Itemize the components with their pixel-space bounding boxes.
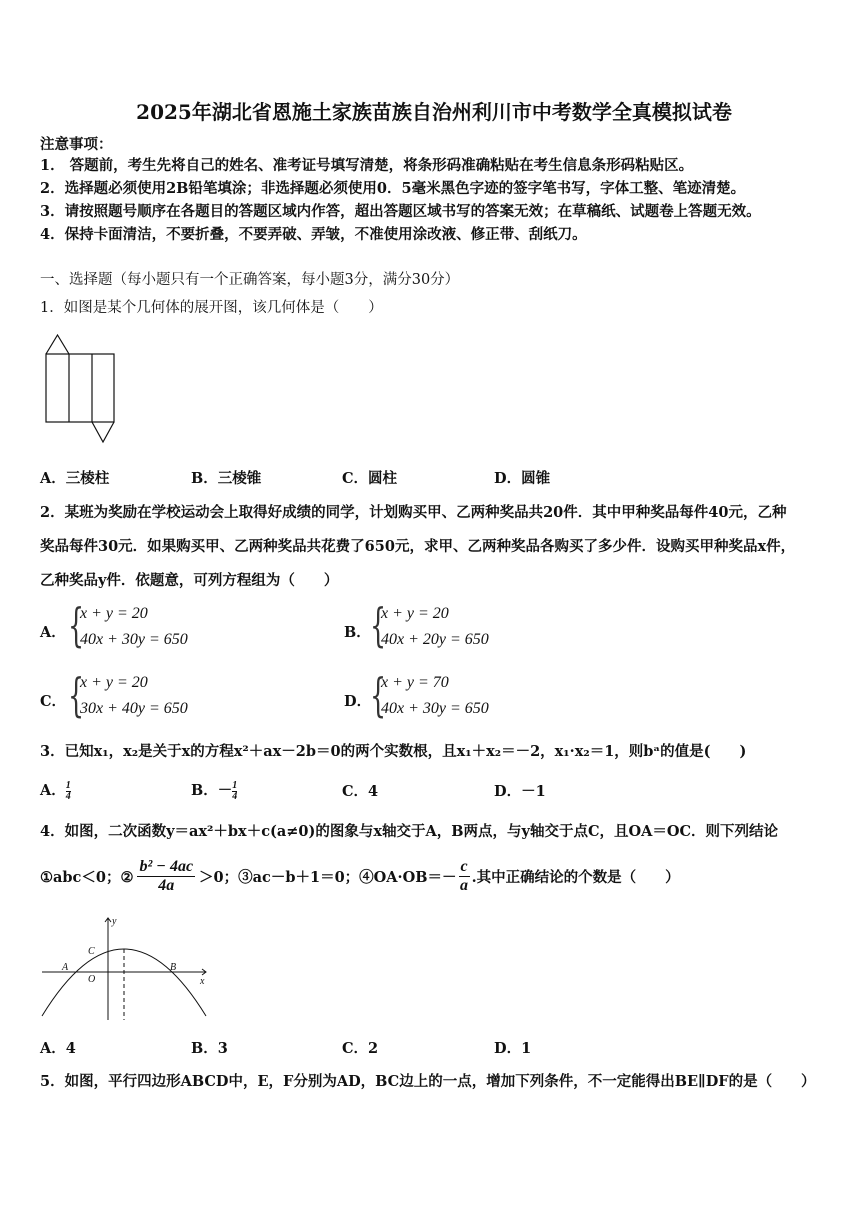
q3-option-a[interactable]	[40, 779, 71, 802]
fraction	[459, 858, 470, 895]
q3-option-d[interactable]: D．－1	[494, 783, 546, 800]
q1-option-d[interactable]: D．圆锥	[494, 470, 551, 487]
fraction-denominator: a	[460, 877, 469, 894]
q2-option-a-eq2: 40x + 30y = 650	[80, 631, 188, 648]
q4-option-b[interactable]: B．3	[191, 1040, 228, 1057]
q2-option-c-eq1: x + y = 20	[80, 674, 148, 691]
fraction	[66, 781, 71, 802]
fraction-numerator: 1	[65, 779, 71, 791]
fraction-numerator: 1	[232, 779, 238, 791]
question-5-stem: 5．如图，平行四边形ABCD中，E，F分别为AD，BC边上的一点，增加下列条件，不一定能得出BE∥DF的是（ ）	[40, 1073, 816, 1090]
notice-item: 4．保持卡面清洁，不要折叠，不要弄破、弄皱，不准使用涂改液、修正带、刮纸刀。	[40, 226, 587, 243]
q2-option-b-eq1: x + y = 20	[381, 605, 449, 622]
q2-option-d-label[interactable]: D．	[344, 693, 372, 710]
q2-option-a-eq1: x + y = 20	[80, 605, 148, 622]
fraction-denominator: 4	[65, 790, 71, 802]
q2-option-d-eq1: x + y = 70	[381, 674, 449, 691]
q3-option-a-label: A．	[40, 782, 66, 799]
notice-item: 2．选择题必须使用2B铅笔填涂；非选择题必须使用0．5毫米黑色字迹的签字笔书写，字体工整、笔迹清楚。	[40, 180, 746, 197]
q1-option-b[interactable]: B．三棱锥	[191, 470, 262, 487]
brace-icon: {	[68, 668, 85, 722]
notice-item: 1． 答题前，考生先将自己的姓名、准考证号填写清楚，将条形码准确粘贴在考生信息条形码粘贴区。	[40, 157, 694, 174]
question-2-line3: 乙种奖品y件．依题意，可列方程组为（ ）	[40, 572, 339, 589]
question-4-line1: 4．如图，二次函数y＝ax²＋bx＋c(a≠0)的图象与x轴交于A，B两点，与y轴交于点C，且OA＝OC．则下列结论	[40, 823, 779, 840]
fraction	[232, 781, 237, 802]
q2-option-c-eq2: 30x + 40y = 650	[80, 700, 188, 717]
q2-option-d-eq2: 40x + 30y = 650	[381, 700, 489, 717]
fraction-denominator: 4a	[158, 877, 175, 894]
conclusion-part: ①abc＜0；②	[40, 869, 134, 886]
question-3-stem: 3．已知x₁，x₂是关于x的方程x²＋ax－2b＝0的两个实数根，且x₁＋x₂＝－2，x₁·x₂＝1，则bᵃ的值是( )	[40, 743, 747, 760]
graph-label-c: C	[88, 946, 95, 957]
notice-heading: 注意事项：	[40, 136, 113, 153]
graph-label-o: O	[88, 974, 96, 985]
page-title: 2025年湖北省恩施土家族苗族自治州利川市中考数学全真模拟试卷	[136, 100, 732, 124]
question-1-stem: 1．如图是某个几何体的展开图，该几何体是（ ）	[40, 300, 383, 316]
q4-option-c[interactable]: C．2	[342, 1040, 379, 1057]
q3-option-c[interactable]: C．4	[342, 783, 379, 800]
graph-label-b: B	[170, 962, 177, 973]
brace-icon: {	[370, 668, 387, 722]
q2-option-b-eq2: 40x + 20y = 650	[381, 631, 489, 648]
graph-label-a: A	[62, 962, 69, 973]
brace-icon: {	[68, 598, 85, 652]
conclusion-part: ＞0；③ac－b＋1＝0；④OA·OB＝－	[199, 869, 457, 886]
brace-icon: {	[370, 598, 387, 652]
graph-label-x: x	[200, 976, 205, 987]
q4-option-a[interactable]: A．4	[40, 1040, 76, 1057]
section-heading: 一、选择题（每小题只有一个正确答案，每小题3分，满分30分）	[40, 272, 460, 288]
question-4-conclusions	[40, 858, 680, 895]
q3-option-b-label: B．－	[191, 782, 233, 799]
net-figure	[44, 332, 118, 446]
q3-option-b[interactable]	[191, 779, 237, 802]
conclusion-part: .其中正确结论的个数是（ ）	[471, 869, 680, 886]
q2-option-b-label[interactable]: B．	[344, 624, 371, 641]
parabola-graph	[38, 912, 214, 1024]
q1-option-c[interactable]: C．圆柱	[342, 470, 398, 487]
question-2-line2: 奖品每件30元．如果购买甲、乙两种奖品共花费了650元，求甲、乙两种奖品各购买了多少件．设购买甲种奖品x件，	[40, 538, 796, 555]
graph-label-y: y	[112, 916, 117, 927]
fraction-numerator: b² − 4ac	[139, 858, 194, 875]
notice-item: 3．请按照题号顺序在各题目的答题区域内作答，超出答题区域书写的答案无效；在草稿纸、试题卷上答题无效。	[40, 203, 761, 220]
q2-option-c-label[interactable]: C．	[40, 693, 67, 710]
fraction	[137, 858, 195, 895]
fraction-denominator: 4	[232, 790, 238, 802]
q4-option-d[interactable]: D．1	[494, 1040, 532, 1057]
q2-option-a-label[interactable]: A．	[40, 624, 66, 641]
question-2-line1: 2．某班为奖励在学校运动会上取得好成绩的同学，计划购买甲、乙两种奖品共20件．其中甲种奖品每件40元，乙种	[40, 504, 787, 521]
q1-option-a[interactable]: A．三棱柱	[40, 470, 110, 487]
fraction-numerator: c	[460, 858, 468, 875]
